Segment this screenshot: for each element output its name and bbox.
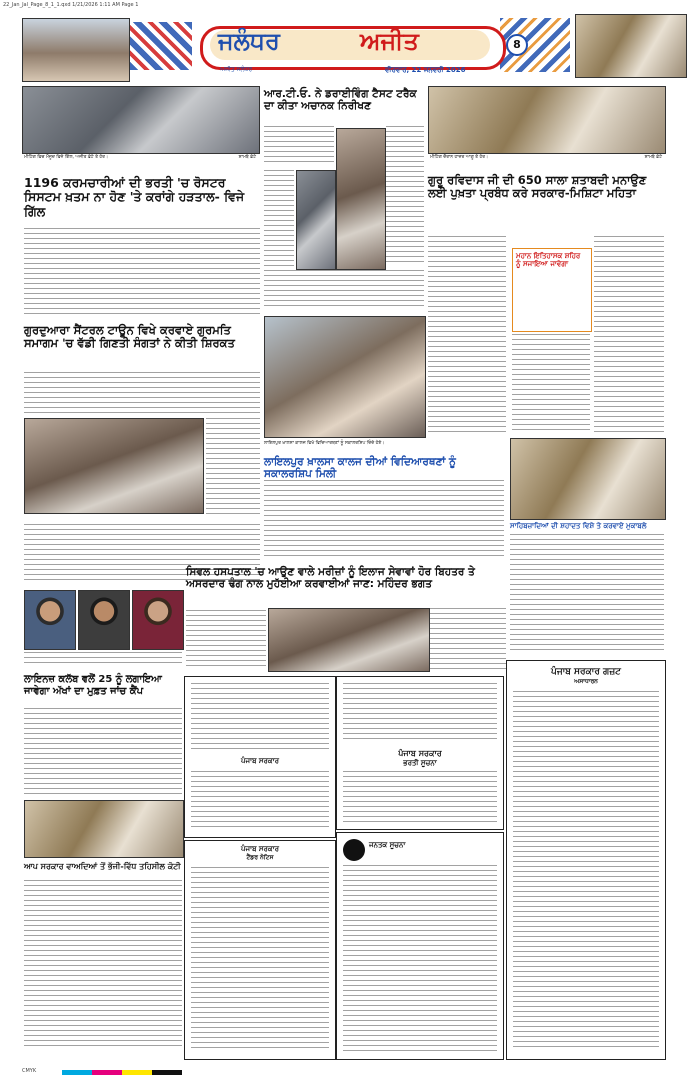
rto-inset-photo	[296, 170, 336, 270]
masthead-title-right: ਅਜੀਤ	[360, 27, 419, 55]
gazette-lines	[513, 691, 659, 1051]
college-headline: ਲਾਇਲਪੁਰ ਖ਼ਾਲਸਾ ਕਾਲਜ ਦੀਆਂ ਵਿਦਿਆਰਥਣਾਂ ਨੂੰ ਸਕਾਲਰਸ਼ਿਪ ਮਿਲੀ	[264, 456, 456, 481]
ad-tender-notice	[184, 676, 336, 838]
rto-text-col-a	[264, 126, 334, 166]
portrait-1	[24, 590, 76, 650]
left-pattern	[130, 22, 192, 70]
gazette-title: ਪੰਜਾਬ ਸਰਕਾਰ ਗਜ਼ਟ	[551, 667, 621, 677]
lions-headline: ਲਾਇਨਜ਼ ਕਲੱਬ ਵਲੋਂ 25 ਨੂੰ ਲਗਾਇਆ ਜਾਵੇਗਾ ਅੱਖਾਂ ਦਾ ਮੁਫ਼ਤ ਜਾਂਚ ਕੈਂਪ	[24, 674, 162, 697]
caption-meeting-right	[430, 154, 662, 160]
credit-text: ਸ਼ਾਮਬੇ ਫ਼ੋਟੋ	[238, 155, 256, 160]
tender2-title: ਪੰਜਾਬ ਸਰਕਾਰ	[240, 845, 279, 853]
caption-meeting-left	[24, 154, 256, 160]
photo-meeting-left	[22, 86, 260, 154]
footer-left: CMYK	[22, 1068, 37, 1074]
guru-headline: ਗੁਰੂ ਰਵਿਦਾਸ ਜੀ ਦੀ 650 ਸਾਲਾ ਸ਼ਤਾਬਦੀ ਮਨਾਉਣ ਲਈ ਪੁਖ਼ਤਾ ਪ੍ਰਬੰਧ ਕਰੇ ਸਰਕਾਰ-ਮਿਸ਼ਿਟਾ ਮਹਿਤਾ	[428, 173, 647, 201]
photo-meeting-right	[428, 86, 666, 154]
page-number-badge	[506, 34, 528, 56]
gurmat-headline: ਗੁਰਦੁਆਰਾ ਸੈਂਟਰਲ ਟਾਊਨ ਵਿਖੇ ਕਰਵਾਏ ਗੁਰਮਤਿ ਸਮਾਗਮ 'ਚ ਵੱਡੀ ਗਿਣਤੀ ਸੰਗਤਾਂ ਨੇ ਕੀਤੀ ਸ਼ਿਰਕਤ	[24, 323, 235, 351]
aap-photo	[24, 800, 184, 858]
caption-text-right: ਮੀਟਿੰਗ ਦੌਰਾਨ ਹਾਜ਼ਰ ਆਗੂ ਤੇ ਹੋਰ।	[430, 155, 489, 160]
recruit-sub: ਭਰਤੀ ਸੂਚਨਾ	[403, 759, 437, 767]
tender2-lines	[191, 867, 329, 1052]
tender-lines	[191, 683, 329, 753]
ad-recruitment	[336, 676, 504, 830]
gurmat-text-top	[24, 372, 260, 414]
rto-text-col-d	[264, 270, 424, 310]
recruit-lines-top	[343, 683, 497, 743]
caption-text: ਮੀਟਿੰਗ ਵਿਚ ਮੌਜੂਦ ਵਿਜੇ ਗਿੱਲ, ਅਜੀਤ ਫ਼ੋਟੋ ਤੇ ਹੋਰ।	[24, 155, 109, 160]
ad-public-notice	[336, 832, 504, 1060]
masthead-title-left: ਜਲੰਧਰ	[218, 27, 280, 55]
slug-text: 22_Jan_Jal_Page_8_1_1.qxd 1/21/2026 1:11 AM Page 1	[3, 2, 139, 8]
aap-text	[24, 880, 182, 1050]
guru-text-a	[428, 236, 506, 436]
masthead-photo	[575, 14, 687, 78]
college-photo	[264, 316, 426, 438]
college-text	[264, 480, 504, 560]
masthead-date: ਵੀਰਵਾਰ, 22 ਜਨਵਰੀ 2026	[385, 66, 466, 74]
color-swatches	[62, 1070, 182, 1075]
rto-photo	[336, 128, 386, 270]
lions-text	[24, 708, 182, 798]
footer-bar	[22, 1068, 664, 1078]
recruit-title: ਪੰਜਾਬ ਸਰਕਾਰ	[398, 749, 442, 758]
credit-text-right: ਸ਼ਾਮਬੇ ਫ਼ੋਟੋ	[644, 155, 662, 160]
notice-logo	[343, 839, 365, 861]
rto-text-col-c	[264, 170, 294, 268]
portrait-caption	[24, 652, 182, 666]
rto-text-col-b	[386, 126, 424, 266]
masthead-subtitle: ਅਜੀਤ ਜਲੰਧਰ	[220, 66, 253, 73]
tender-lines-b	[191, 771, 329, 831]
ad-gazette	[506, 660, 666, 1060]
aap-headline: ਆਪ ਸਰਕਾਰ ਵਾਅਦਿਆਂ ਤੋਂ ਭੱਜੀ-ਵਿੱਧ ਤਹਿਸੀਲ ਕੋਟੀ	[24, 862, 181, 871]
portrait-3	[132, 590, 184, 650]
guru-text-c	[594, 236, 664, 436]
college-caption: ਲਾਇਲਪੁਰ ਖ਼ਾਲਸਾ ਕਾਲਜ ਵਿਖੇ ਵਿਦਿਆਰਥਣਾਂ ਨੂੰ ਸਕਾਲਰਸ਼ਿਪ ਦਿੰਦੇ ਹੋਏ।	[264, 441, 385, 446]
tender2-sub: ਟੈਂਡਰ ਨੋਟਿਸ	[246, 854, 274, 861]
hospital-text-b	[430, 608, 506, 670]
right-mid-photo	[510, 438, 666, 520]
ad-tender2	[184, 840, 336, 1060]
main-headline: 1196 ਕਰਮਚਾਰੀਆਂ ਦੀ ਭਰਤੀ 'ਚ ਰੋਸਟਰ ਸਿਸਟਮ ਖ਼ਤਮ ਨਾ ਹੋਣ 'ਤੇ ਕਰਾਂਗੇ ਹੜਤਾਲ- ਵਿਜੇ ਗਿੱਲ	[24, 175, 245, 219]
page-number: 8	[513, 38, 521, 51]
guru-quote: ਮਹਾਨ ਇਤਿਹਾਸਕ ਸ਼ਹਿਰ ਨੂੰ ਸਜਾਇਆ ਜਾਵੇਗਾ	[516, 252, 581, 269]
right-mid-text	[510, 534, 664, 654]
recruit-lines	[343, 771, 497, 825]
notice-lines	[343, 865, 497, 1053]
masthead	[130, 10, 685, 82]
portrait-2	[78, 590, 130, 650]
tender-title: ਪੰਜਾਬ ਸਰਕਾਰ	[240, 757, 279, 765]
main-story-text	[24, 228, 260, 316]
hospital-text	[186, 610, 266, 670]
rto-headline: ਆਰ.ਟੀ.ਓ. ਨੇ ਡਰਾਈਵਿੰਗ ਟੈਸਟ ਟਰੈਕ ਦਾ ਕੀਤਾ ਅਚਾਨਕ ਨਿਰੀਖਣ	[264, 88, 417, 113]
hospital-photo	[268, 608, 430, 672]
notice-title: ਜਨਤਕ ਸੂਚਨਾ	[369, 841, 406, 849]
right-mid-headline: ਸਾਹਿਬਜ਼ਾਦਿਆਂ ਦੀ ਸ਼ਹਾਦਤ ਵਿਸ਼ੇ ਤੇ ਕਰਵਾਏ ਮੁਕਾਬਲੇ	[510, 522, 647, 530]
slug-bar	[3, 2, 683, 10]
left-masthead-photo	[22, 18, 130, 82]
gazette-sub: ਅਸਾਧਾਰਨ	[574, 678, 598, 685]
gurmat-text-side	[206, 418, 260, 518]
guru-text-b	[512, 334, 590, 434]
hospital-headline: ਸਿਵਲ ਹਸਪਤਾਲ 'ਚ ਆਉਣ ਵਾਲੇ ਮਰੀਜ਼ਾਂ ਨੂੰ ਇਲਾਜ ਸੇਵਾਵਾਂ ਹੋਰ ਬਿਹਤਰ ਤੇ ਅਸਰਦਾਰ ਢੰਗ ਨਾਲ ਮੁਹੱਈਆ ਕਰਵਾਈਆਂ ਜਾਣ: ਮਹਿੰਦਰ ਭਗਤ	[186, 566, 475, 591]
gurmat-photo	[24, 418, 204, 514]
